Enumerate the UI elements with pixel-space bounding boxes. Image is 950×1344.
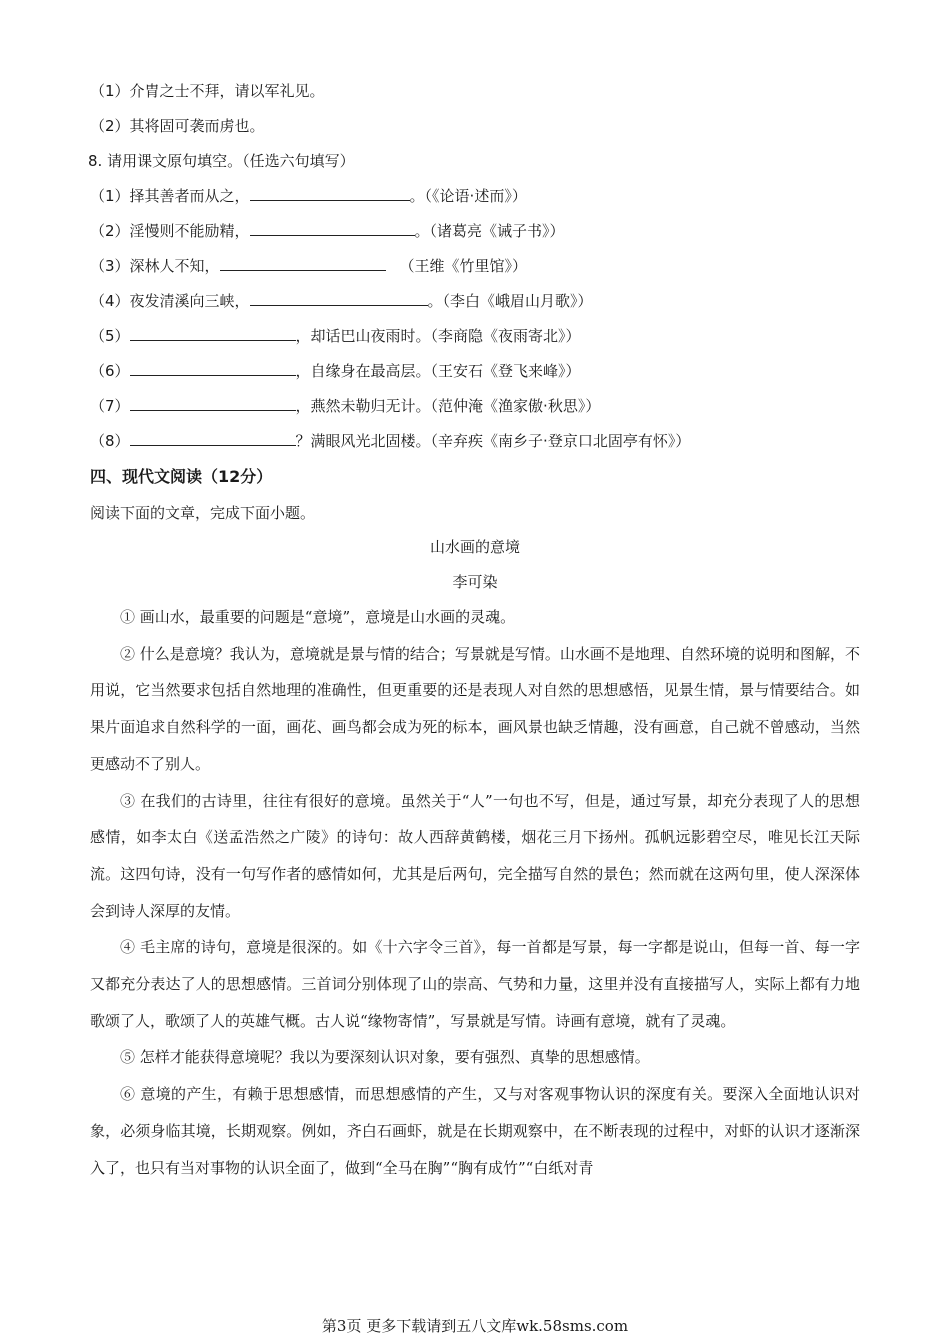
answer-blank[interactable] (250, 186, 410, 201)
fill-item-prefix: （7） (90, 397, 130, 415)
answer-blank[interactable] (130, 431, 296, 446)
answer-blank[interactable] (130, 361, 296, 376)
article-paragraph: ② 什么是意境？我认为，意境就是景与情的结合；写景就是写情。山水画不是地理、自然环境的说明和图解，不用说，它当然要求包括自然地理的准确性，但更重要的还是表现人对自然的思想感悟，见景生情，景与情要结合。如果片面追求自然科学的一面，画花、画鸟都会成为死的标本，画风景也缺乏情趣，没有画意，自己就不曾感动，当然更感动不了别人。 (90, 644, 860, 773)
translate-item-1: （1）介胄之士不拜，请以军礼见。 (90, 82, 325, 100)
article-body (90, 599, 860, 1186)
section-heading: 四、现代文阅读（12分） (90, 467, 273, 486)
fill-item-7 (90, 396, 600, 416)
fill-item-prefix: （8） (90, 432, 130, 450)
article-paragraph: ⑥ 意境的产生，有赖于思想感情，而思想感情的产生，又与对客观事物认识的深度有关。要深入全面地认识对象，必须身临其境，长期观察。例如，齐白石画虾，就是在长期观察中，在不断表现的过程中，对虾的认识才逐渐深入了，也只有当对事物的认识全面了，做到“全马在胸”“胸有成竹”“白纸对青 (90, 1085, 860, 1177)
answer-blank[interactable] (220, 256, 386, 271)
fill-item-prefix: （2）淫慢则不能励精， (90, 222, 250, 240)
reading-instruction: 阅读下面的文章，完成下面小题。 (90, 504, 316, 522)
article-paragraph: ① 画山水，最重要的问题是“意境”，意境是山水画的灵魂。 (120, 608, 516, 626)
fill-item-prefix: （5） (90, 327, 130, 345)
fill-item-suffix: ，燕然未勒归无计。（范仲淹《渔家傲·秋思》） (295, 397, 601, 415)
translate-item-2: （2）其将固可袭而虏也。 (90, 117, 265, 135)
fill-item-prefix: （3）深林人不知， (90, 257, 220, 275)
article-title: 山水画的意境 (429, 538, 520, 556)
answer-blank[interactable] (130, 396, 296, 411)
fill-item-suffix: ？满眼风光北固楼。（辛弃疾《南乡子·登京口北固亭有怀》） (295, 432, 691, 450)
fill-item-5 (90, 326, 581, 346)
fill-item-suffix: 。（李白《峨眉山月歌》） (427, 292, 593, 310)
fill-item-prefix: （1）择其善者而从之， (90, 187, 250, 205)
article-paragraph: ③ 在我们的古诗里，往往有很好的意境。虽然关于“人”一句也不写，但是，通过写景，却充分表现了人的思想感情，如李太白《送孟浩然之广陵》的诗句：故人西辞黄鹤楼，烟花三月下扬州。孤帆远影碧空尽，唯见长江天际流。这四句诗，没有一句写作者的感情如何，尤其是后两句，完全描写自然的景色；然而就在这两句里，使人深深体会到诗人深厚的友情。 (90, 791, 860, 920)
fill-item-6 (90, 361, 581, 381)
answer-blank[interactable] (250, 221, 415, 236)
fill-item-2 (90, 221, 565, 241)
fill-item-prefix: （6） (90, 362, 130, 380)
fill-item-1 (90, 186, 527, 206)
fill-item-suffix: 。（《论语·述而》） (409, 187, 527, 205)
article-author: 李可染 (452, 573, 498, 591)
fill-item-suffix: （王维《竹里馆》） (399, 257, 528, 275)
fill-item-suffix: ，自缘身在最高层。（王安石《登飞来峰》） (295, 362, 581, 380)
page-footer: 第3页 更多下载请到五八文库wk.58sms.com (321, 1317, 629, 1335)
fill-item-3 (90, 256, 527, 276)
article-paragraph: ⑤ 怎样才能获得意境呢？我以为要深刻认识对象，要有强烈、真挚的思想感情。 (120, 1048, 650, 1067)
fill-item-prefix: （4）夜发清溪向三峡， (90, 292, 250, 310)
article-paragraph: ④ 毛主席的诗句，意境是很深的。如《十六字令三首》，每一首都是写景，每一字都是说山，但每一首、每一字又都充分表达了人的思想感情。三首词分别体现了山的崇高、气势和力量，这里并没有直接描写人，实际上都有力地歌颂了人，歌颂了人的英雄气概。古人说“缘物寄情”，写景就是写情。诗画有意境，就有了灵魂。 (90, 938, 860, 1030)
fill-item-suffix: 。（诸葛亮《诫子书》） (414, 222, 565, 240)
answer-blank[interactable] (130, 326, 296, 341)
fill-item-suffix: ，却话巴山夜雨时。（李商隐《夜雨寄北》） (295, 327, 581, 345)
answer-blank[interactable] (250, 291, 428, 306)
fill-item-8 (90, 431, 690, 451)
question-8-title: 8. 请用课文原句填空。（任选六句填写） (88, 152, 355, 170)
fill-item-4 (90, 291, 593, 311)
